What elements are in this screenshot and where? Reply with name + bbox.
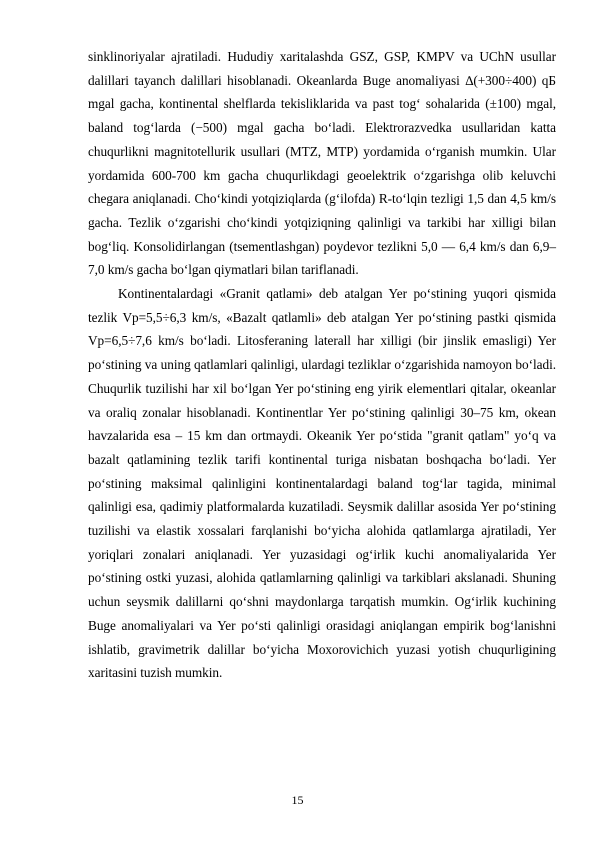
document-page (88, 45, 556, 685)
page-number: 15 (291, 793, 304, 807)
paragraph-2: Kontinentalardagi «Granit qatlami» deb atalgan Yer po‘stining yuqori qismida tezlik Vp=5,5÷6,3 km/s, «Bazalt qatlamli» deb atalgan Yer po‘stining pastki qismida Vp=6,5÷7,6 km/s bo‘ladi. Litosferaning laterall har xilligi (bir jinslik emasligi) Yer po‘stining va uning qatlamlari qalinligi, ulardagi tezliklar o‘zgarishida namoyon bo‘ladi. Chuqurlik tuzilishi har xil bo‘lgan Yer po‘stining eng yirik elementlari qitalar, okeanlar va oraliq zonalar hisoblanadi. Kontinentlar Yer po‘stining qalinligi 30–75 km, okean havzalarida esa – 15 km dan ortmaydi. Okeanik Yer po‘stida "granit qatlam" yo‘q va bazalt qatlamining tezlik tarifi kontinental turiga nisbatan boshqacha bo‘ladi. Yer po‘stining maksimal qalinligini kontinentalardagi baland tog‘lar tagida, minimal qalinligi esa, qadimiy platformalarda kuzatiladi. Seysmik dalillar asosida Yer po‘stining tuzilishi va elastik xossalari farqlanishi bo‘yicha alohida qatlamlarga ajratiladi, Yer yoriqlari zonalari aniqlanadi. Yer yuzasidagi og‘irlik kuchi anomaliyalarida Yer po‘stining ostki yuzasi, alohida qatlamlarning qalinligi va tarkiblari akslanadi. Shuning uchun seysmik dalillarni qo‘shni maydonlarga tarqatish mumkin. Og‘irlik kuchining Buge anomaliyalari va Yer po‘sti qalinligi orasidagi aniqlangan empirik bog‘lanishni ishlatib, gravimetrik dalillar bo‘yicha Moxorovichich yuzasi yotish chuqurligining xaritasini tuzish mumkin. (88, 286, 556, 681)
paragraph-1: sinklinoriyalar ajratiladi. Hududiy xaritalashda GSZ, GSP, KMPV va UChN usullar dalillari tayanch dalillari hisoblanadi. Okeanlarda Buge anomaliyasi ∆(+300÷400) qБ mgal gacha, kontinental shelflarda tekisliklarida va past tog‘ sohalarida (±100) mgal, baland tog‘larda (−500) mgal gacha bo‘ladi. Elektrorazvedka usullaridan katta chuqurlikni magnitotellurik usullari (MTZ, MTP) yordamida o‘rganish mumkin. Ular yordamida 600-700 km gacha chuqurlikdagi geoelektrik o‘zgarishga olib keluvchi chegara aniqlanadi. Cho‘kindi yotqiziqlarda (g‘ilofda) R-to‘lqin tezligi 1,5 dan 4,5 km/s gacha. Tezlik o‘zgarishi cho‘kindi yotqiziqning qalinligi va tarkibi har xilligi bilan bog‘liq. Konsolidirlangan (tsementlashgan) poydevor tezlikni 5,0 — 6,4 km/s dan 6,9–7,0 km/s gacha bo‘lgan qiymatlari bilan tariflanadi. (88, 49, 556, 278)
